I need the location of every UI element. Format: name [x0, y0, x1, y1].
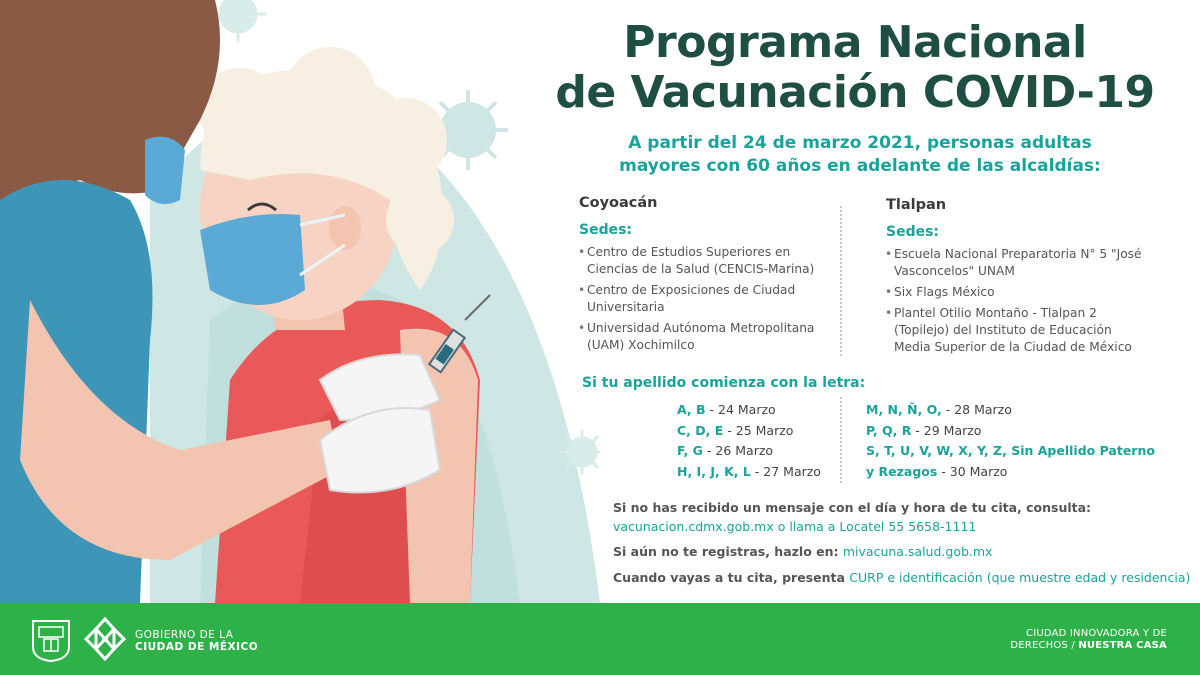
date-row: A, B - 24 Marzo: [677, 402, 776, 417]
alcaldia-name-coyoacan: Coyoacán: [579, 195, 658, 211]
footer-bar: [0, 603, 1200, 675]
slogan: CIUDAD INNOVADORA Y DE DERECHOS / NUESTRA CASA: [1010, 628, 1167, 651]
date-row: C, D, E - 25 Marzo: [677, 423, 794, 438]
sedes-label: Sedes:: [579, 222, 633, 238]
sedes-label: Sedes:: [886, 224, 940, 240]
column-divider: [840, 397, 842, 483]
vaccination-illustration: [0, 0, 600, 603]
column-divider: [840, 206, 842, 356]
page-title-line2: de Vacunación COVID-19: [555, 67, 1155, 118]
alcaldia-name-tlalpan: Tlalpan: [886, 197, 947, 213]
date-row: H, I, J, K, L - 27 Marzo: [677, 464, 821, 479]
list-item: • Six Flags México: [885, 284, 1147, 301]
date-row: y Rezagos - 30 Marzo: [866, 464, 1008, 479]
info-requirements: Cuando vayas a tu cita, presenta CURP e identificación (que muestre edad y residencia): [613, 570, 1191, 585]
list-item: • Escuela Nacional Preparatoria N° 5 "José Vasconcelos" UNAM: [885, 246, 1147, 280]
info-register: Si aún no te registras, hazlo en: mivacuna.salud.gob.mx: [613, 544, 993, 559]
list-item: • Universidad Autónoma Metropolitana (UAM) Xochimilco: [578, 320, 818, 354]
date-row: P, Q, R - 29 Marzo: [866, 423, 982, 438]
coat-of-arms-icon: [30, 617, 72, 663]
info-requirements-link: CURP e identificación (que muestre edad y residencia): [849, 570, 1191, 585]
page-title-line1: Programa Nacional: [623, 17, 1087, 68]
info-link-mivacuna[interactable]: mivacuna.salud.gob.mx: [842, 544, 993, 559]
list-item: • Plantel Otilio Montaño - Tlalpan 2 (Topilejo) del Instituto de Educación Media Superior de la Ciudad de México: [885, 305, 1147, 356]
list-item: • Centro de Exposiciones de Ciudad Universitaria: [578, 282, 818, 316]
date-row: F, G - 26 Marzo: [677, 443, 774, 458]
site-list-coyoacan: [578, 244, 818, 358]
subtitle-line1: A partir del 24 de marzo 2021, personas adultas: [628, 133, 1092, 153]
date-row: M, N, Ñ, O, - 28 Marzo: [866, 402, 1012, 417]
subtitle-line2: mayores con 60 años en adelante de las alcaldías:: [619, 156, 1101, 176]
site-list-tlalpan: [885, 246, 1147, 360]
date-row: S, T, U, V, W, X, Y, Z, Sin Apellido Paterno: [866, 443, 1155, 458]
info-link-locatel[interactable]: vacunacion.cdmx.gob.mx o llama a Locatel 55 5658-1111: [613, 519, 977, 534]
list-item: • Centro de Estudios Superiores en Ciencias de la Salud (CENCIS-Marina): [578, 244, 818, 278]
schedule-heading: Si tu apellido comienza con la letra:: [582, 375, 866, 391]
info-message: Si no has recibido un mensaje con el día y hora de tu cita, consulta: vacunacion.cdmx.gob.mx o llama a Locatel 55 5658-1111: [613, 500, 1092, 534]
gov-name: GOBIERNO DE LA CIUDAD DE MÉXICO: [135, 629, 259, 653]
cdmx-logo-icon: [82, 615, 128, 663]
